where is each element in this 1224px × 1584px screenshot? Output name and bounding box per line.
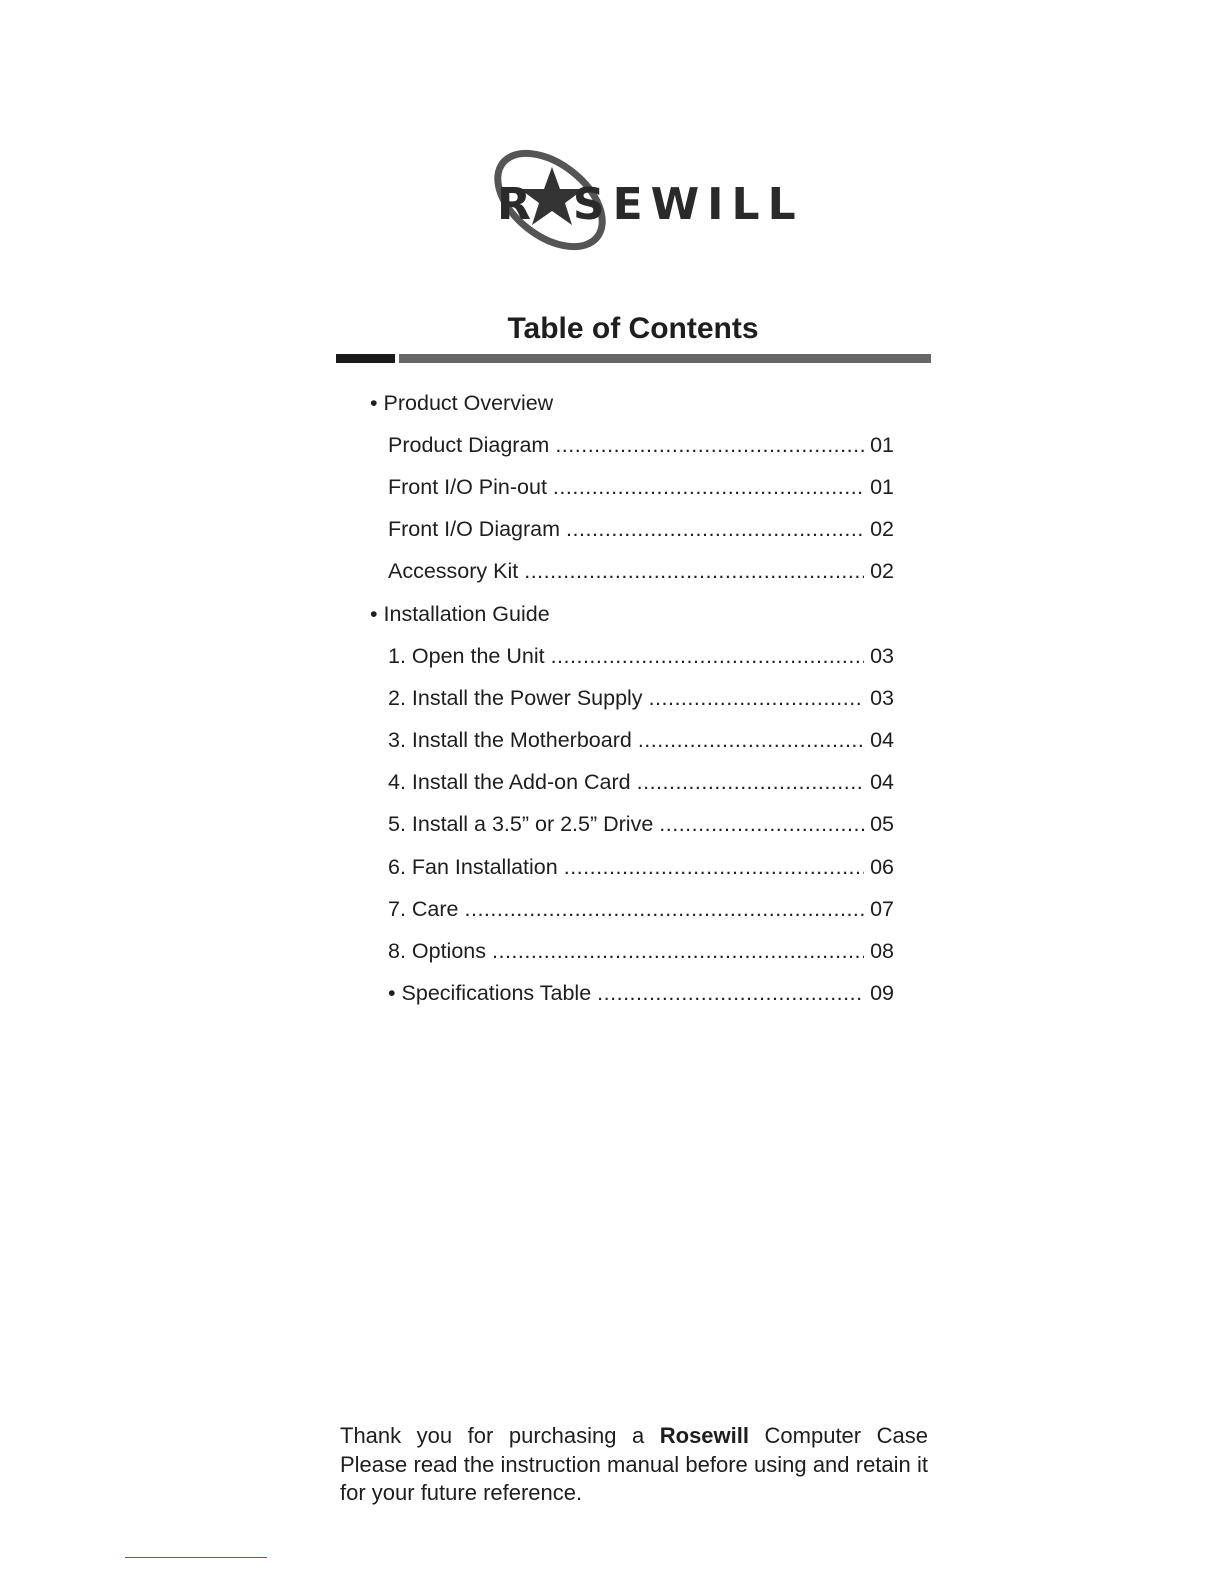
thank-you-prefix: Thank you for purchasing a bbox=[340, 1423, 660, 1448]
toc-leader-dots bbox=[637, 770, 864, 795]
toc-label: 5. Install a 3.5” or 2.5” Drive bbox=[388, 812, 654, 837]
toc-label: 1. Open the Unit bbox=[388, 643, 545, 668]
toc-page-number: 04 bbox=[870, 728, 894, 753]
toc-page-number: 01 bbox=[870, 474, 894, 499]
toc-label: Front I/O Pin-out bbox=[388, 474, 547, 499]
toc-page-number: 05 bbox=[870, 812, 894, 837]
toc-page-number: 09 bbox=[870, 981, 894, 1006]
toc-label: Front I/O Diagram bbox=[388, 517, 561, 542]
toc-leader-dots bbox=[597, 981, 864, 1006]
bullet-icon: • bbox=[388, 981, 396, 1006]
bullet-icon: • bbox=[370, 390, 378, 415]
toc-label: Product Overview bbox=[383, 390, 554, 415]
toc-row[interactable] bbox=[370, 424, 894, 466]
toc-row[interactable] bbox=[370, 888, 894, 930]
toc-page-number: 02 bbox=[870, 559, 894, 584]
toc-leader-dots bbox=[659, 812, 864, 837]
toc-leader-dots bbox=[465, 897, 865, 922]
toc-leader-dots bbox=[555, 433, 864, 458]
toc-row[interactable] bbox=[370, 593, 894, 635]
toc-row[interactable] bbox=[370, 804, 894, 846]
toc-label: 4. Install the Add-on Card bbox=[388, 770, 631, 795]
toc-row[interactable] bbox=[370, 466, 894, 508]
toc-leader-dots bbox=[564, 855, 864, 880]
toc-label: Product Diagram bbox=[388, 432, 550, 457]
footer-link-underline[interactable] bbox=[125, 1557, 267, 1558]
thank-you-brand: Rosewill bbox=[659, 1423, 749, 1448]
toc-leader-dots bbox=[553, 475, 864, 500]
thank-you-suffix: Computer Case Please read the instruction manual before using and retain it for your future reference. bbox=[340, 1423, 928, 1505]
toc-label: 7. Care bbox=[388, 896, 459, 921]
toc-page-number: 02 bbox=[870, 517, 894, 542]
toc-leader-dots bbox=[649, 686, 865, 711]
toc-label: Installation Guide bbox=[383, 601, 550, 626]
page-title: Table of Contents bbox=[507, 312, 759, 345]
toc-page-number: 01 bbox=[870, 432, 894, 457]
toc-leader-dots bbox=[551, 644, 865, 669]
toc-row[interactable] bbox=[370, 720, 894, 762]
title-rule bbox=[336, 354, 931, 363]
toc-row[interactable] bbox=[370, 551, 894, 593]
toc-row[interactable] bbox=[370, 973, 894, 1015]
title-rule-dark bbox=[336, 354, 395, 363]
toc-page-number: 06 bbox=[870, 854, 894, 879]
toc-leader-dots bbox=[566, 517, 864, 542]
toc-label: 8. Options bbox=[388, 939, 486, 964]
toc-label: 6. Fan Installation bbox=[388, 854, 558, 879]
toc-leader-dots bbox=[524, 559, 864, 584]
toc-row[interactable] bbox=[370, 762, 894, 804]
toc-row[interactable] bbox=[370, 677, 894, 719]
toc-label: Specifications Table bbox=[401, 981, 592, 1006]
toc-page-number: 04 bbox=[870, 770, 894, 795]
toc-leader-dots bbox=[492, 939, 864, 964]
toc-row[interactable] bbox=[370, 635, 894, 677]
toc-page-number: 03 bbox=[870, 685, 894, 710]
toc-row[interactable] bbox=[370, 846, 894, 888]
toc-row[interactable] bbox=[370, 930, 894, 972]
logo-letter-r: R bbox=[497, 179, 539, 230]
toc-list bbox=[370, 382, 894, 1015]
logo-letters-sewill: SEWILL bbox=[572, 179, 804, 230]
toc-page-number: 08 bbox=[870, 939, 894, 964]
toc-page-number: 07 bbox=[870, 896, 894, 921]
toc-row[interactable] bbox=[370, 382, 894, 424]
toc-page-number: 03 bbox=[870, 643, 894, 668]
toc-label: Accessory Kit bbox=[388, 559, 519, 584]
toc-leader-dots bbox=[638, 728, 864, 753]
toc-row[interactable] bbox=[370, 509, 894, 551]
logo-wordmark bbox=[497, 179, 804, 230]
title-rule-light bbox=[399, 354, 931, 363]
toc-label: 2. Install the Power Supply bbox=[388, 685, 643, 710]
thank-you-note bbox=[340, 1422, 928, 1508]
bullet-icon: • bbox=[370, 601, 378, 626]
toc-label: 3. Install the Motherboard bbox=[388, 728, 632, 753]
